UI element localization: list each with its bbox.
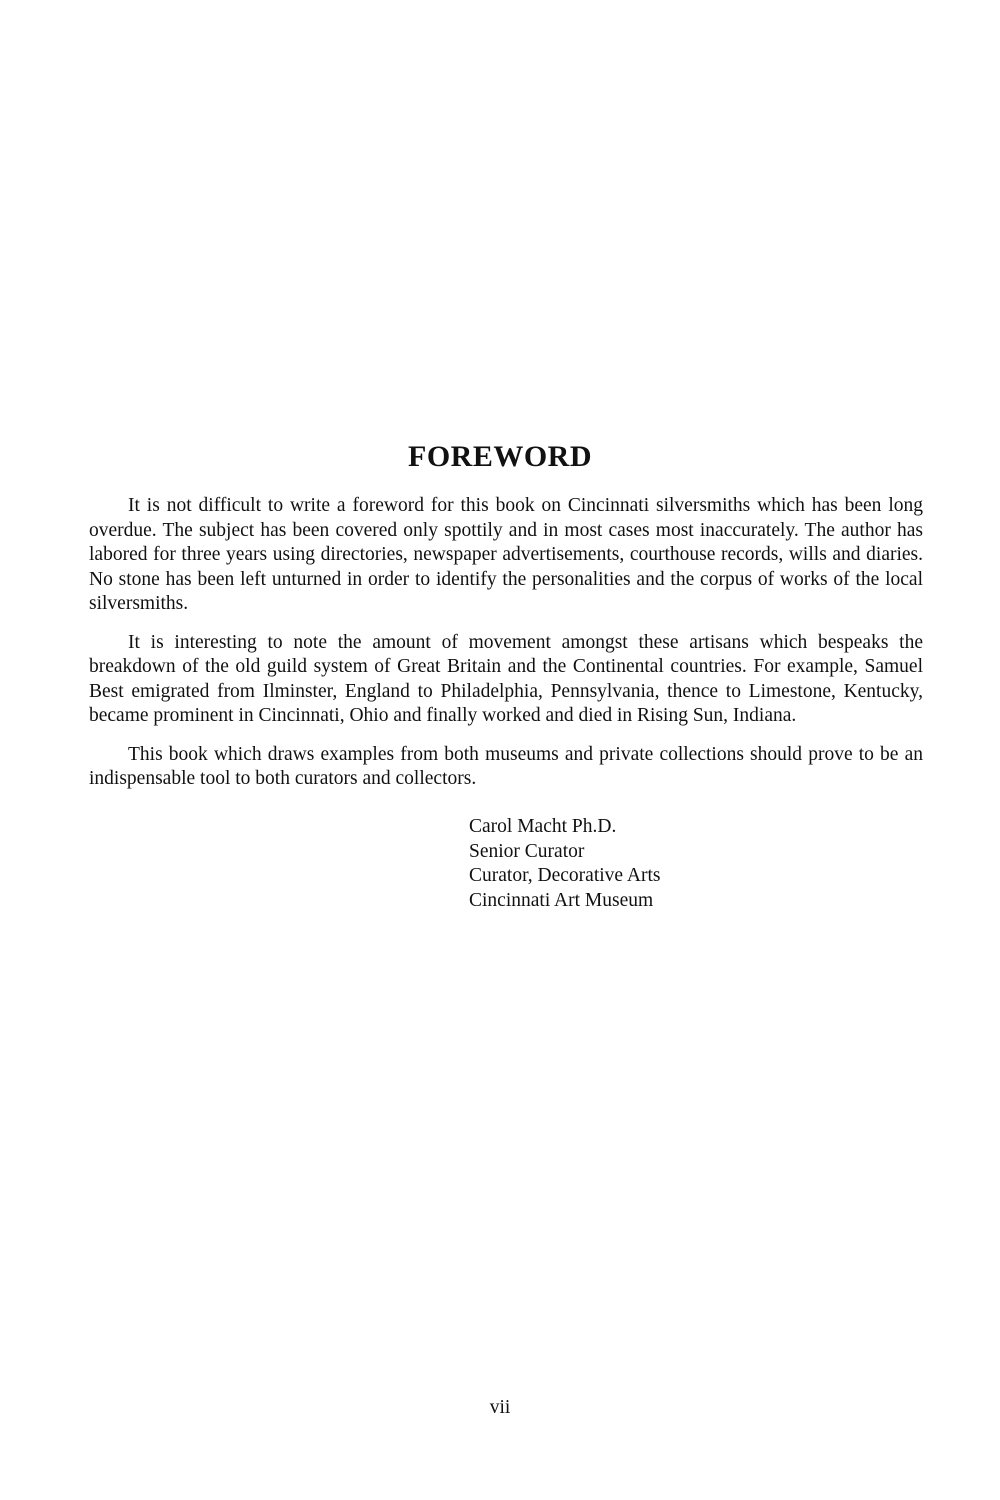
page-number: vii — [489, 1397, 511, 1418]
signature-institution: Cincinnati Art Museum — [469, 889, 654, 911]
signature-department: Curator, Decorative Arts — [469, 865, 661, 886]
paragraph-1: It is not difficult to write a foreword for this book on Cincinnati silversmiths which has been long overdue. The subject has been covered only spottily and in most cases most inaccurately. The author has labored for three years using directories, newspaper advertisements, courthouse records, wills and diaries. No stone has been left unturned in order to identify the personalities and the corpus of works of the local silversmiths. — [89, 495, 923, 614]
signature-position: Senior Curator — [469, 840, 585, 862]
paragraph-2: It is interesting to note the amount of movement amongst these artisans which bespeaks the breakdown of the old guild system of Great Britain and the Continental countries. For example, Samuel Best emigrated from Ilminster, England to Philadelphia, Pennsylvania, thence to Limestone, Kentucky, became prominent in Cincinnati, Ohio and finally worked and died in Rising Sun, Indiana. — [89, 631, 923, 726]
paragraph-3: This book which draws examples from both museums and private collections should prove to be an indispensable tool to both curators and collectors. — [89, 743, 923, 789]
signature-name: Carol Macht Ph.D. — [469, 816, 617, 837]
foreword-body — [89, 494, 923, 806]
signature-block — [469, 815, 660, 913]
page-title: FOREWORD — [408, 440, 592, 473]
